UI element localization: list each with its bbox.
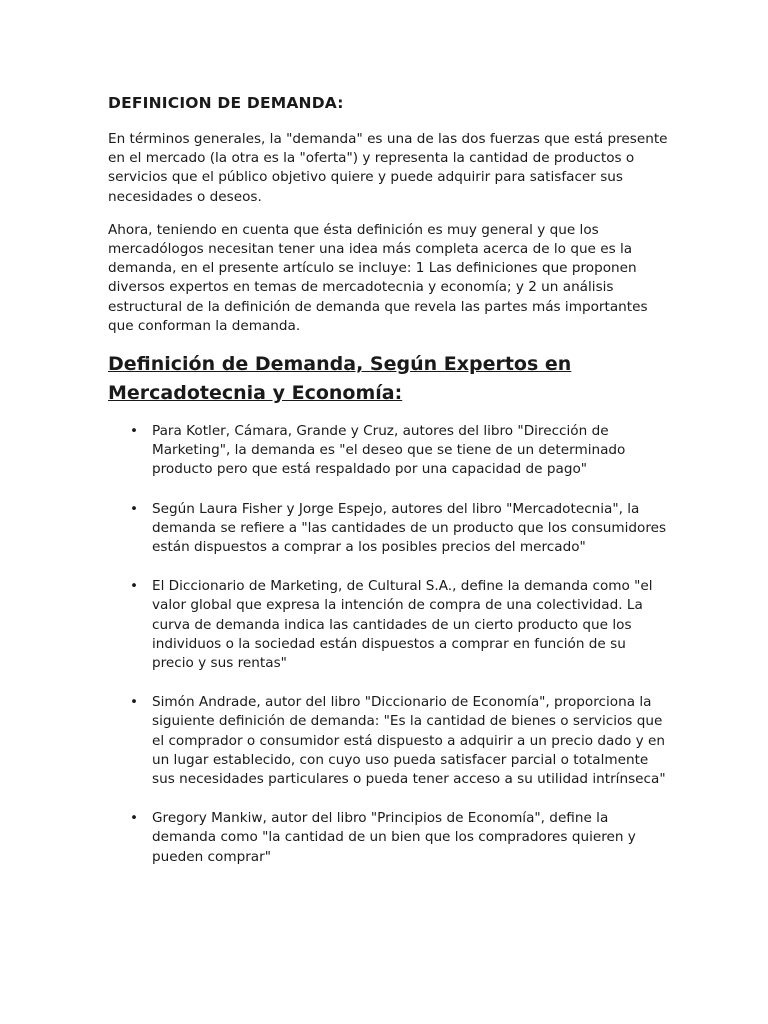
document-page [108,94,668,887]
list-item-text: Gregory Mankiw, autor del libro "Principios de Economía", define la demanda como "la cantidad de un bien que los compradores quieren y pueden comprar" [152,810,636,865]
context-paragraph: Ahora, teniendo en cuenta que ésta definición es muy general y que los mercadólogos necesitan tener una idea más completa acerca de lo que es la demanda, en el presente artículo se incluye: 1 Las definiciones que proponen diversos expertos en temas de mercadotecnia y economía; y 2 un análisis estructural de la definición de demanda que revela las partes más importantes que conforman la demanda. [108,221,648,334]
section-title: Definición de Demanda, Según Expertos en Mercadotecnia y Economía: [108,353,572,405]
list-item [108,577,668,673]
document-heading: DEFINICION DE DEMANDA: [108,94,344,112]
bullet-icon: • [130,578,139,595]
list-item-text: Para Kotler, Cámara, Grande y Cruz, autores del libro "Dirección de Marketing", la demanda es "el deseo que se tiene de un determinado producto pero que está respaldado por una capacidad de pago" [152,423,626,478]
list-item [108,693,668,789]
bullet-icon: • [130,423,139,440]
list-item [108,809,668,867]
definitions-list [108,422,668,867]
list-item-text: Según Laura Fisher y Jorge Espejo, autores del libro "Mercadotecnia", la demanda se refiere a "las cantidades de un producto que los consumidores están dispuestos a comprar a los posibles precios del mercado" [152,500,667,556]
bullet-icon: • [130,500,139,517]
list-item [108,422,668,480]
intro-paragraph: En términos generales, la "demanda" es una de las dos fuerzas que está presente en el mercado (la otra es la "oferta") y representa la cantidad de productos o servicios que el público objetivo quiere y puede adquirir para satisfacer sus necesidades o deseos. [108,131,668,205]
list-item-text: Simón Andrade, autor del libro "Diccionario de Economía", proporciona la siguiente definición de demanda: "Es la cantidad de bienes o servicios que el comprador o consumidor está dispuesto a adquirir a un precio dado y en un lugar establecido, con cuyo uso pueda satisfacer parcial o totalmente sus necesidades particulares o pueda tener acceso a su utilidad intrínseca" [152,694,666,788]
bullet-icon: • [130,694,139,711]
list-item-text: El Diccionario de Marketing, de Cultural S.A., define la demanda como "el valor global que expresa la intención de compra de una colectividad. La curva de demanda indica las cantidades de un cierto producto que los individuos o la sociedad están dispuestos a comprar en función de su precio y sus rentas" [152,578,653,672]
list-item [108,500,668,558]
bullet-icon: • [130,810,139,827]
